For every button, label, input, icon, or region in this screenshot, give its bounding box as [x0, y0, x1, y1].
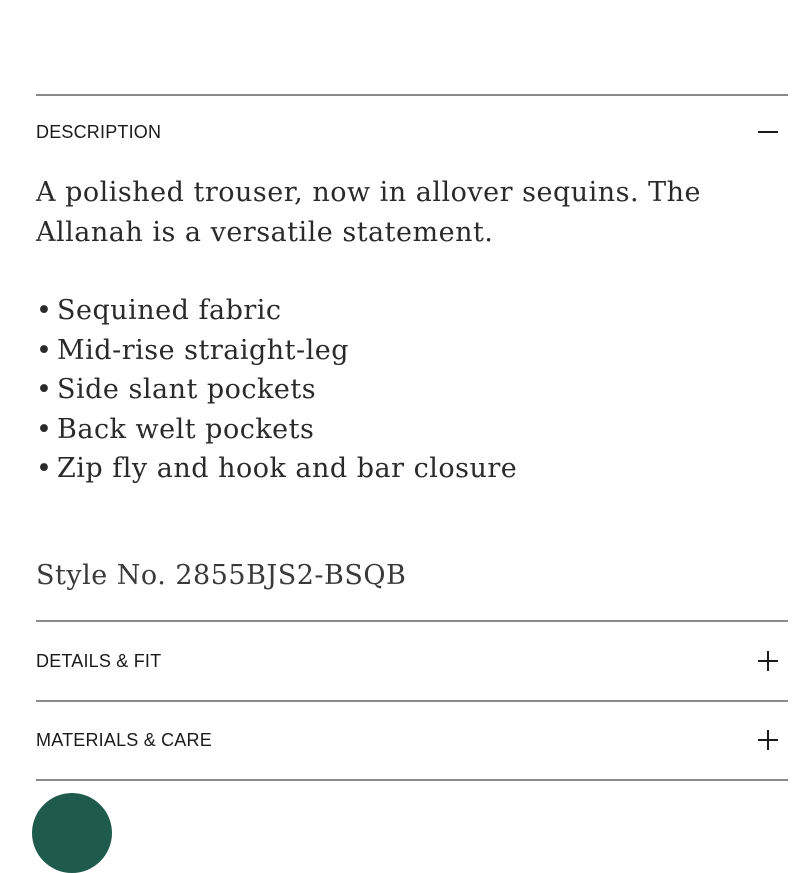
feature-item: • Back welt pockets: [36, 410, 517, 450]
collapse-minus-icon[interactable]: [756, 120, 780, 144]
style-number: Style No. 2855BJS2-BSQB: [36, 560, 407, 591]
description-title: DESCRIPTION: [36, 121, 162, 142]
details-fit-title: DETAILS & FIT: [36, 650, 162, 671]
materials-care-title: MATERIALS & CARE: [36, 729, 212, 750]
divider-materials: [36, 700, 788, 702]
divider-details: [36, 620, 788, 622]
bullet-icon: •: [36, 413, 53, 445]
bullet-icon: •: [36, 295, 53, 326]
bullet-icon: •: [36, 334, 53, 366]
bullet-icon: •: [36, 374, 53, 405]
divider-bottom: [36, 779, 788, 781]
materials-care-header[interactable]: [36, 720, 788, 760]
feature-item: • Sequined fabric: [36, 291, 517, 331]
bullet-icon: •: [36, 453, 53, 484]
feature-item: • Side slant pockets: [36, 370, 517, 410]
chat-bubble-icon[interactable]: [32, 793, 112, 873]
expand-plus-icon[interactable]: [756, 649, 780, 673]
divider-top: [36, 94, 788, 96]
description-header[interactable]: [36, 112, 788, 152]
feature-list: [36, 291, 517, 489]
feature-item: • Zip fly and hook and bar closure: [36, 449, 517, 489]
description-text: A polished trouser, now in allover sequins. The Allanah is a versatile statement.: [36, 177, 702, 248]
details-fit-header[interactable]: [36, 641, 788, 681]
expand-plus-icon[interactable]: [756, 728, 780, 752]
feature-item: • Mid-rise straight-leg: [36, 331, 517, 371]
